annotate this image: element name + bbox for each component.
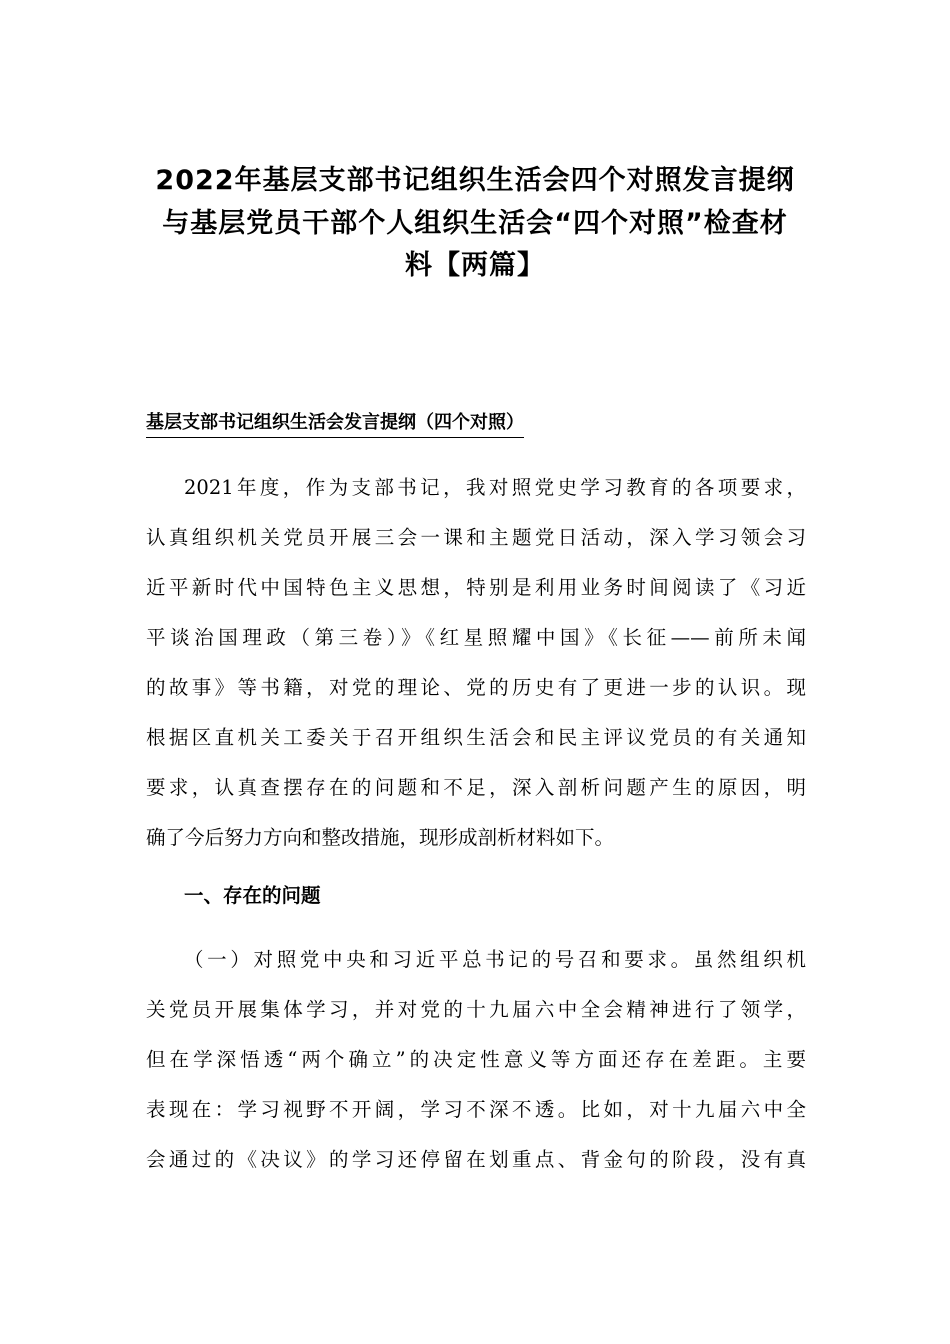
sub-heading: 一、存在的问题 xyxy=(184,884,321,907)
paragraph-line: 会通过的《决议》的学习还停留在划重点、背金句的阶段，没有真 xyxy=(146,1148,806,1171)
paragraph-line: 的故事》等书籍，对党的理论、党的历史有了更进一步的认识。现 xyxy=(146,676,806,699)
paragraph-line: 确了今后努力方向和整改措施，现形成剖析材料如下。 xyxy=(146,826,615,849)
paragraph-line: 认真组织机关党员开展三会一课和主题党日活动，深入学习领会习 xyxy=(146,526,806,549)
paragraph-line: 根据区直机关工委关于召开组织生活会和民主评议党员的有关通知 xyxy=(146,726,806,749)
paragraph-line: 要求，认真查摆存在的问题和不足，深入剖析问题产生的原因，明 xyxy=(146,776,806,799)
paragraph-line: 平谈治国理政（第三卷）》《红星照耀中国》《长征——前所未闻 xyxy=(146,626,806,649)
paragraph-line: 表现在：学习视野不开阔，学习不深不透。比如，对十九届六中全 xyxy=(146,1098,806,1121)
paragraph-line: 2021年度，作为支部书记，我对照党史学习教育的各项要求， xyxy=(184,476,806,499)
document-title-line-2: 与基层党员干部个人组织生活会“四个对照”检查材 xyxy=(162,208,788,239)
paragraph-line: （一）对照党中央和习近平总书记的号召和要求。虽然组织机 xyxy=(184,948,806,971)
paragraph-line: 关党员开展集体学习，并对党的十九届六中全会精神进行了领学， xyxy=(146,998,806,1021)
section-heading: 基层支部书记组织生活会发言提纲（四个对照） xyxy=(146,408,524,438)
paragraph-line: 但在学深悟透“两个确立”的决定性意义等方面还存在差距。主要 xyxy=(146,1048,806,1071)
document-title-line-1: 2022年基层支部书记组织生活会四个对照发言提纲 xyxy=(155,165,795,196)
document-title-line-3: 料【两篇】 xyxy=(405,250,545,281)
paragraph-line: 近平新时代中国特色主义思想，特别是利用业务时间阅读了《习近 xyxy=(146,576,806,599)
